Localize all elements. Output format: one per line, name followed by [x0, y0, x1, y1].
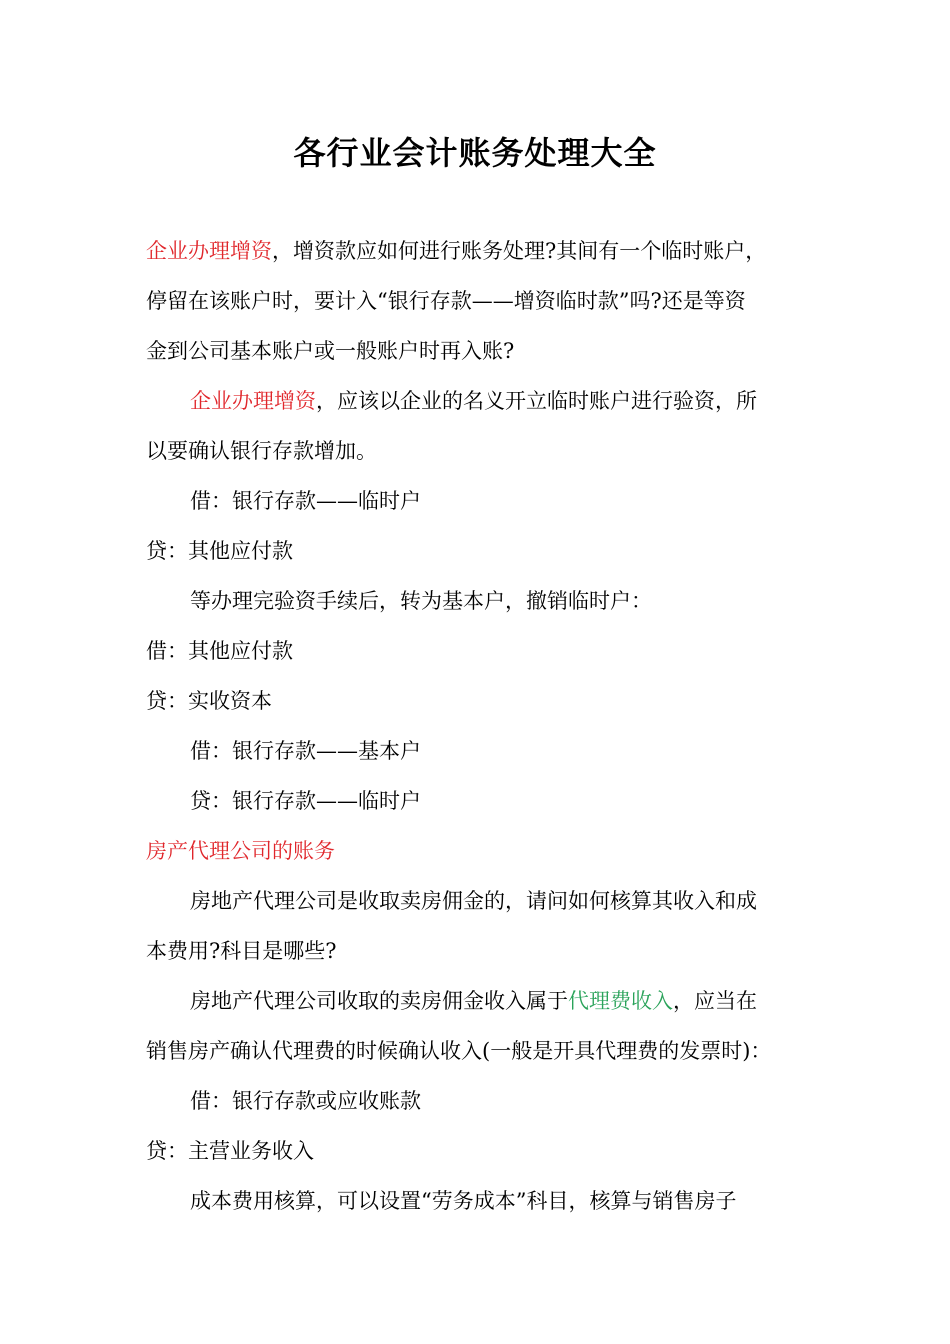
- paragraph-2-line-2: 以要确认银行存款增加。: [146, 439, 377, 463]
- paragraph-1-line-1: 企业办理增资，增资款应如何进行账务处理?其间有一个临时账户，: [146, 239, 767, 263]
- paragraph-2-line-1: 企业办理增资，应该以企业的名义开立临时账户进行验资，所: [190, 389, 757, 413]
- highlight-red: 企业办理增资: [190, 389, 316, 413]
- journal-entry-debit: 借：其他应付款: [146, 639, 293, 663]
- paragraph-3: 等办理完验资手续后，转为基本户，撤销临时户：: [190, 589, 652, 613]
- paragraph-6: 成本费用核算，可以设置“劳务成本”科目，核算与销售房子: [190, 1189, 737, 1213]
- highlight-green: 代理费收入: [568, 989, 673, 1013]
- paragraph-5-line-2: 销售房产确认代理费的时候确认收入(一般是开具代理费的发票时)：: [146, 1039, 772, 1063]
- paragraph-4-line-1: 房地产代理公司是收取卖房佣金的，请问如何核算其收入和成: [190, 889, 757, 913]
- paragraph-1-line-3: 金到公司基本账户或一般账户时再入账?: [146, 339, 515, 363]
- section-heading: 房产代理公司的账务: [146, 839, 335, 863]
- journal-entry-debit: 借：银行存款或应收账款: [190, 1089, 421, 1113]
- paragraph-5-line-1: 房地产代理公司收取的卖房佣金收入属于代理费收入，应当在: [190, 989, 757, 1013]
- paragraph-1-line-2: 停留在该账户时，要计入“银行存款——增资临时款”吗?还是等资: [146, 289, 746, 313]
- journal-entry-debit: 借：银行存款——临时户: [190, 489, 421, 513]
- document-title: 各行业会计账务处理大全: [293, 134, 657, 172]
- journal-entry-credit: 贷：银行存款——临时户: [190, 789, 421, 813]
- paragraph-4-line-2: 本费用?科目是哪些?: [146, 939, 337, 963]
- journal-entry-debit: 借：银行存款——基本户: [190, 739, 421, 763]
- journal-entry-credit: 贷：实收资本: [146, 689, 272, 713]
- highlight-red: 企业办理增资: [146, 239, 272, 263]
- journal-entry-credit: 贷：主营业务收入: [146, 1139, 314, 1163]
- journal-entry-credit: 贷：其他应付款: [146, 539, 293, 563]
